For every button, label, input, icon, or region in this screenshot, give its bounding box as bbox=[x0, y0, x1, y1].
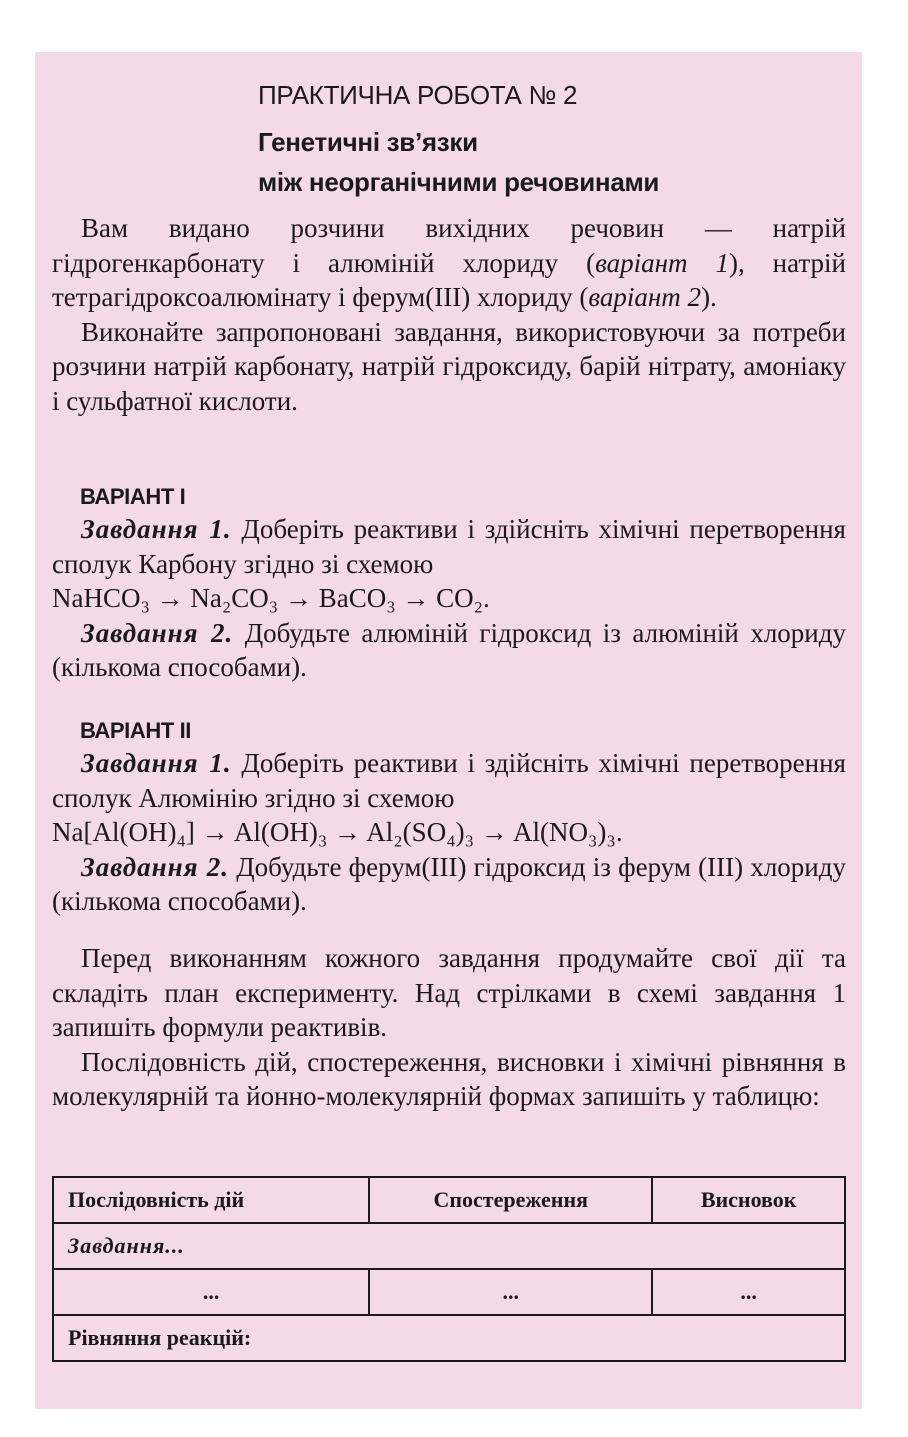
intro-paragraph-2: Виконайте запропоновані завдання, використовуючи за потреби розчини натрій карбонату, натрій гідроксиду, барій нітрату, амоніаку і сульфатної кислоти. bbox=[52, 316, 846, 416]
variant-2-scheme: Na[Al(OH)₄] → Al(OH)₃ → Al₂(SO₄)₃ → Al(NO₃)₃. bbox=[52, 817, 623, 847]
task-label: Завдання 1. bbox=[81, 748, 232, 778]
page-title bbox=[258, 122, 659, 202]
header-conclusion: Висновок bbox=[652, 1177, 845, 1223]
variant-2-ref: варіант 2 bbox=[588, 282, 702, 312]
equations-row-cell: Рівняння реакцій: bbox=[53, 1315, 845, 1361]
task-label: Завдання 2. bbox=[81, 851, 230, 882]
practical-work-label: ПРАКТИЧНА РОБОТА № 2 bbox=[258, 80, 578, 110]
variant-2-block bbox=[52, 716, 846, 919]
title-line-2: між неорганічними речовинами bbox=[258, 167, 660, 197]
intro-paragraph-1: Вам видано розчини вихідних речовин — натрій гідрогенкарбонату і алюміній хлориду (варіант 1), натрій тетрагідроксоалюмінату і ферум(ІІІ) хлориду (варіант 2). bbox=[52, 213, 847, 312]
variant-1-ref: варіант 1 bbox=[595, 247, 729, 278]
table-cell: ... bbox=[369, 1269, 652, 1315]
variant-1-task-1: Завдання 1. Доберіть реактиви і здійсніть хімічні перетворення сполук Карбону згідно зі схемою bbox=[52, 514, 846, 579]
table-row bbox=[53, 1315, 845, 1361]
task-label: Завдання 2. bbox=[81, 617, 234, 648]
table-row bbox=[53, 1269, 845, 1315]
variant-1-heading: ВАРІАНТ І bbox=[80, 484, 186, 509]
header-observations: Спостереження bbox=[369, 1177, 652, 1223]
outro-paragraph-2: Послідовність дій, спостереження, висновки і хімічні рівняння в молекулярній та йонно-молекулярній формах запишіть у таблицю: bbox=[52, 1046, 846, 1111]
outro-block bbox=[52, 941, 846, 1114]
table-row bbox=[53, 1223, 845, 1269]
variant-1-task-2: Завдання 2. Добудьте алюміній гідроксид із алюміній хлориду (кількома способами). bbox=[52, 617, 846, 682]
variant-2-task-2: Завдання 2. Добудьте ферум(ІІІ) гідроксид із ферум (ІІІ) хлориду (кількома способами). bbox=[52, 851, 846, 916]
table-cell: ... bbox=[53, 1269, 369, 1315]
table-cell: ... bbox=[652, 1269, 845, 1315]
title-line-1: Генетичні зв’язки bbox=[258, 127, 478, 157]
intro-block bbox=[52, 211, 846, 418]
header-actions: Послідовність дій bbox=[53, 1177, 369, 1223]
variant-1-scheme: NaHCO₃ → Na₂CO₃ → BaCO₃ → CO₂. bbox=[52, 583, 490, 613]
variant-1-block bbox=[52, 482, 846, 685]
task-row-cell: Завдання... bbox=[53, 1223, 845, 1269]
table-header-row bbox=[53, 1177, 845, 1223]
variant-2-task-1: Завдання 1. Доберіть реактиви і здійсніть хімічні перетворення сполук Алюмінію згідно зі схемою bbox=[52, 748, 846, 813]
results-table bbox=[52, 1176, 846, 1362]
variant-2-heading: ВАРІАНТ ІІ bbox=[80, 718, 192, 743]
outro-paragraph-1: Перед виконанням кожного завдання продумайте свої дії та складіть план експерименту. Над стрілками в схемі завдання 1 запишіть формули реактивів. bbox=[52, 943, 846, 1042]
task-label: Завдання 1. bbox=[81, 514, 232, 544]
